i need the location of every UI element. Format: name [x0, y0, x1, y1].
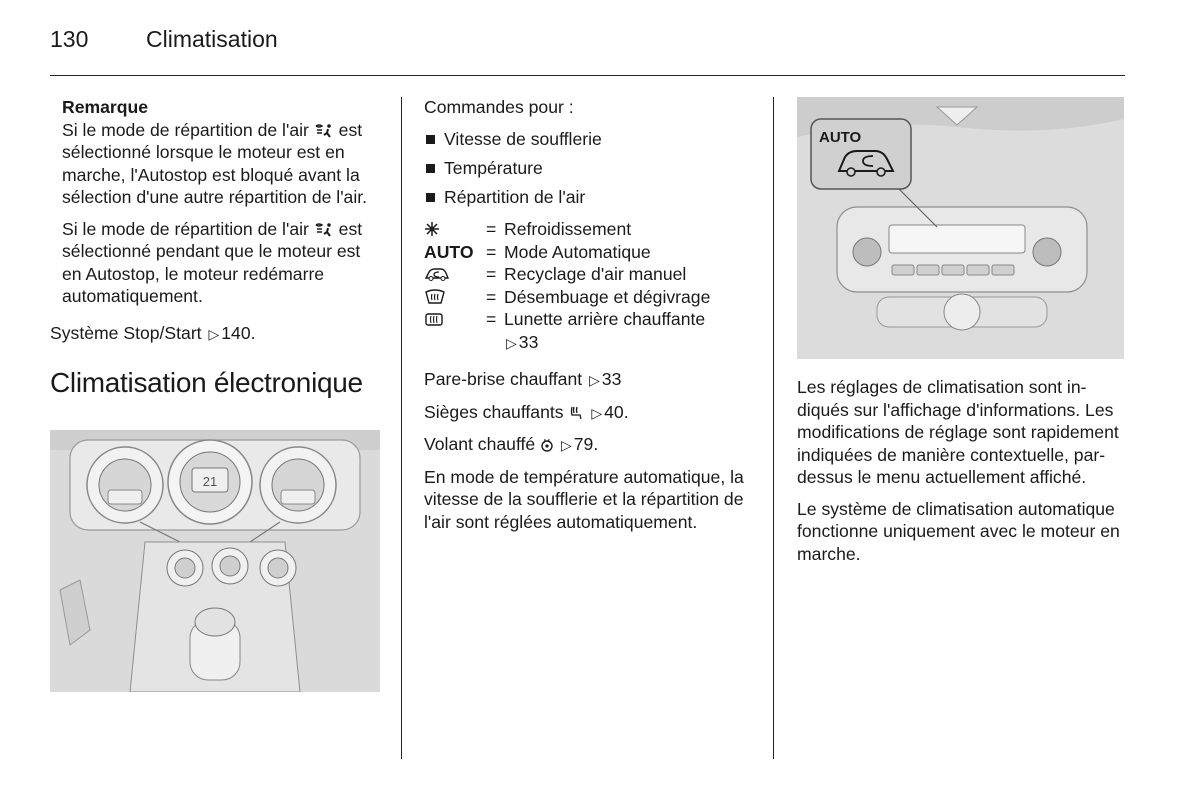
page-number: 130 [50, 26, 89, 52]
equals-sign: = [486, 219, 497, 239]
page-reference-arrow-icon: ▷ [208, 325, 220, 342]
section-heading: Climatisation électronique [50, 367, 363, 398]
rear-window-label: Lunette arrière chauffante [504, 309, 706, 329]
air-distribution-feet-windscreen-icon [314, 123, 334, 139]
symbol-row-rear-window [424, 308, 754, 354]
equals-sign: = [486, 264, 497, 284]
bullet-icon [426, 164, 435, 173]
heated-seat-icon [568, 405, 584, 421]
reference-page[interactable]: 33 [601, 369, 622, 389]
symbol-label: Refroidissement [504, 219, 632, 239]
reference-heated-windscreen [424, 368, 754, 392]
controls-intro: Commandes pour : [424, 97, 574, 117]
column-1 [50, 96, 380, 399]
note-p2-end: est sélectionné pendant que le moteur est en Autostop, le moteur redémarre automatiquement. [62, 218, 363, 306]
page-reference-arrow-icon: ▷ [506, 334, 517, 351]
header-rule [50, 75, 1125, 76]
reference-text: Système Stop/Start [50, 322, 202, 343]
note-p1-start: Si le mode de répartition de l'air [62, 119, 309, 140]
list-item [424, 157, 754, 180]
air-recirculation-icon [424, 263, 486, 286]
distribution-knob [260, 447, 336, 523]
reference-text: Volant chauffé [424, 434, 536, 454]
symbol-label: Désembuage et dégivrage [504, 286, 711, 307]
cooling-snowflake-icon [424, 218, 486, 241]
reference-page[interactable]: 140. [221, 322, 256, 343]
equals-sign: = [486, 309, 497, 329]
list-item [424, 128, 754, 151]
bullet-icon [426, 135, 435, 144]
symbol-label: Recyclage d'air manuel [504, 264, 687, 284]
reference-heated-seats [424, 401, 754, 425]
stop-start-reference [50, 322, 380, 346]
note-p1-end: est sélectionné lorsque le moteur est en marche, l'Autostop est bloqué avant la sélection d'une autre répartition de l'air. [62, 119, 368, 207]
reference-page[interactable]: 33 [518, 331, 539, 352]
windscreen-defrost-icon [424, 286, 486, 309]
note-title: Remarque [62, 97, 149, 117]
temperature-display-value: 21 [202, 474, 218, 489]
page-reference-arrow-icon: ▷ [560, 437, 572, 453]
air-distribution-feet-windscreen-icon [314, 222, 334, 238]
reference-page[interactable]: 79. [573, 434, 599, 454]
note-paragraph-2 [62, 218, 380, 308]
page-reference-arrow-icon: ▷ [591, 404, 603, 421]
column-divider-2 [773, 97, 774, 759]
info-display-paragraph: Les réglages de climatisation sont indiqués sur l'affichage d'informations. Les modifications de réglage sont rapidement indiquées de manière contextuelle, par-dessus le menu actuellement affiché. [797, 377, 1119, 487]
symbol-row-auto [424, 241, 754, 264]
temperature-knob [168, 440, 252, 524]
bullet-icon [426, 193, 435, 202]
heated-steering-wheel-icon [540, 438, 554, 452]
auto-key-label: AUTO [424, 241, 474, 262]
column-divider-1 [401, 97, 402, 759]
info-display-illustration [797, 97, 1124, 359]
note-box [62, 96, 380, 308]
reference-heated-steering-wheel [424, 433, 754, 457]
console-controls-illustration [50, 430, 380, 692]
equals-sign: = [486, 241, 497, 262]
list-item-label: Répartition de l'air [444, 186, 586, 207]
page-title: Climatisation [146, 26, 278, 52]
page-reference-arrow-icon: ▷ [589, 372, 600, 388]
reference-page[interactable]: 40. [604, 401, 629, 422]
column-3 [797, 376, 1127, 574]
list-item-label: Vitesse de soufflerie [444, 128, 602, 149]
reference-text: Pare-brise chauffant [424, 369, 583, 389]
symbol-label [504, 308, 754, 354]
list-item [424, 186, 754, 209]
note-paragraph-1 [62, 119, 380, 209]
symbol-row-cooling [424, 218, 754, 241]
equals-sign: = [486, 286, 497, 307]
column-2 [424, 96, 754, 542]
reference-text: Sièges chauffants [424, 401, 564, 422]
list-item-label: Température [444, 157, 543, 178]
rear-window-heating-icon [424, 308, 486, 331]
engine-running-paragraph: Le système de climatisation automatique fonctionne uniquement avec le moteur en marche. [797, 498, 1120, 564]
note-p2-start: Si le mode de répartition de l'air [62, 218, 309, 239]
symbol-row-defrost [424, 286, 754, 309]
auto-label: AUTO [819, 129, 862, 146]
symbol-label: Mode Automatique [504, 241, 651, 262]
automatic-mode-paragraph: En mode de température automatique, la vitesse de la soufflerie et la répartition de l'air sont réglées automatiquement. [424, 466, 744, 532]
fan-knob [87, 447, 163, 523]
symbol-row-recirculation [424, 263, 754, 286]
